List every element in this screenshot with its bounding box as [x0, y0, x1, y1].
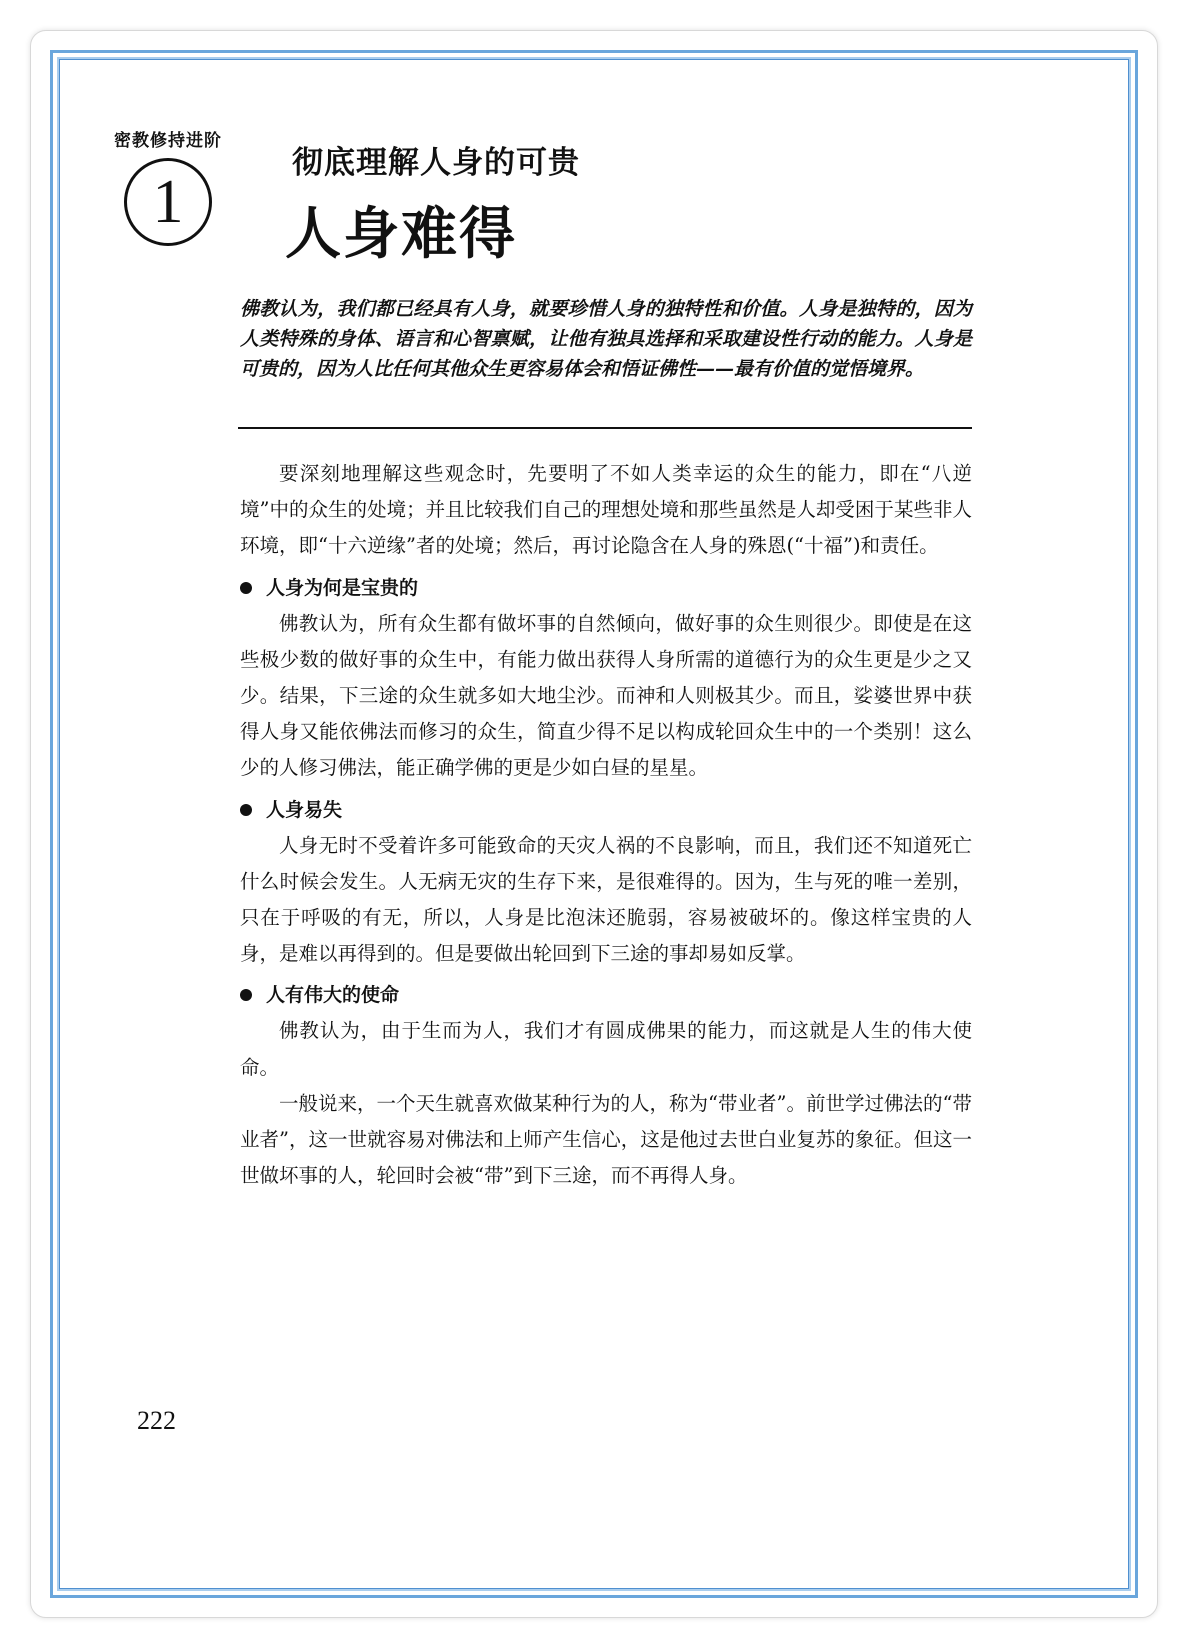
bullet-icon [240, 989, 252, 1001]
chapter-number: 1 [152, 168, 184, 236]
section-heading-easily-lost [240, 792, 972, 828]
section-paragraph: 佛教认为，由于生而为人，我们才有圆成佛果的能力，而这就是人生的伟大使命。 [240, 1019, 972, 1079]
chapter-title: 人身难得 [285, 202, 517, 267]
section-heading-precious [240, 570, 972, 606]
bullet-icon [240, 582, 252, 594]
bullet-icon [240, 804, 252, 816]
section-heading-text: 人身为何是宝贵的 [266, 576, 419, 599]
series-label: 密教修持进阶 [114, 131, 222, 151]
section-heading-mission [240, 977, 972, 1013]
chapter-number-badge [124, 158, 212, 246]
body-text [240, 456, 972, 1194]
section-paragraph: 一般说来，一个天生就喜欢做某种行为的人，称为“带业者”。前世学过佛法的“带业者”，这一世就容易对佛法和上师产生信心，这是他过去世白业复苏的象征。但这一世做坏事的人，轮回时会被“带”到下三途，而不再得人身。 [240, 1091, 972, 1188]
chapter-subtitle: 彻底理解人身的可贵 [292, 145, 580, 181]
intro-divider [238, 427, 972, 429]
section-heading-text: 人有伟大的使命 [266, 984, 400, 1007]
section-paragraph: 人身无时不受着许多可能致命的天灾人祸的不良影响，而且，我们还不知道死亡什么时候会发生。人无病无灾的生存下来，是很难得的。因为，生与死的唯一差别，只在于呼吸的有无，所以，人身是比泡沫还脆弱，容易被破坏的。像这样宝贵的人身，是难以再得到的。但是要做出轮回到下三途的事却易如反掌。 [240, 833, 972, 966]
section-paragraph: 佛教认为，所有众生都有做坏事的自然倾向，做好事的众生则很少。即使是在这些极少数的做好事的众生中，有能力做出获得人身所需的道德行为的众生更是少之又少。结果，下三途的众生就多如大地尘沙。而神和人则极其少。而且，娑婆世界中获得人身又能依佛法而修习的众生，简直少得不足以构成轮回众生中的一个类别！这么少的人修习佛法，能正确学佛的更是少如白昼的星星。 [240, 611, 972, 780]
intro-paragraph: 佛教认为，我们都已经具有人身，就要珍惜人身的独特性和价值。人身是独特的，因为人类特殊的身体、语言和心智禀赋，让他有独具选择和采取建设性行动的能力。人身是可贵的，因为人比任何其他众生更容易体会和悟证佛性——最有价值的觉悟境界。 [240, 298, 972, 380]
section-heading-text: 人身易失 [266, 798, 343, 821]
page-number: 222 [137, 1406, 176, 1435]
opening-paragraph: 要深刻地理解这些观念时，先要明了不如人类幸运的众生的能力，即在“八逆境”中的众生的处境；并且比较我们自己的理想处境和那些虽然是人却受困于某些非人环境，即“十六逆缘”者的处境；然后，再讨论隐含在人身的殊恩(“十福”)和责任。 [240, 462, 972, 558]
